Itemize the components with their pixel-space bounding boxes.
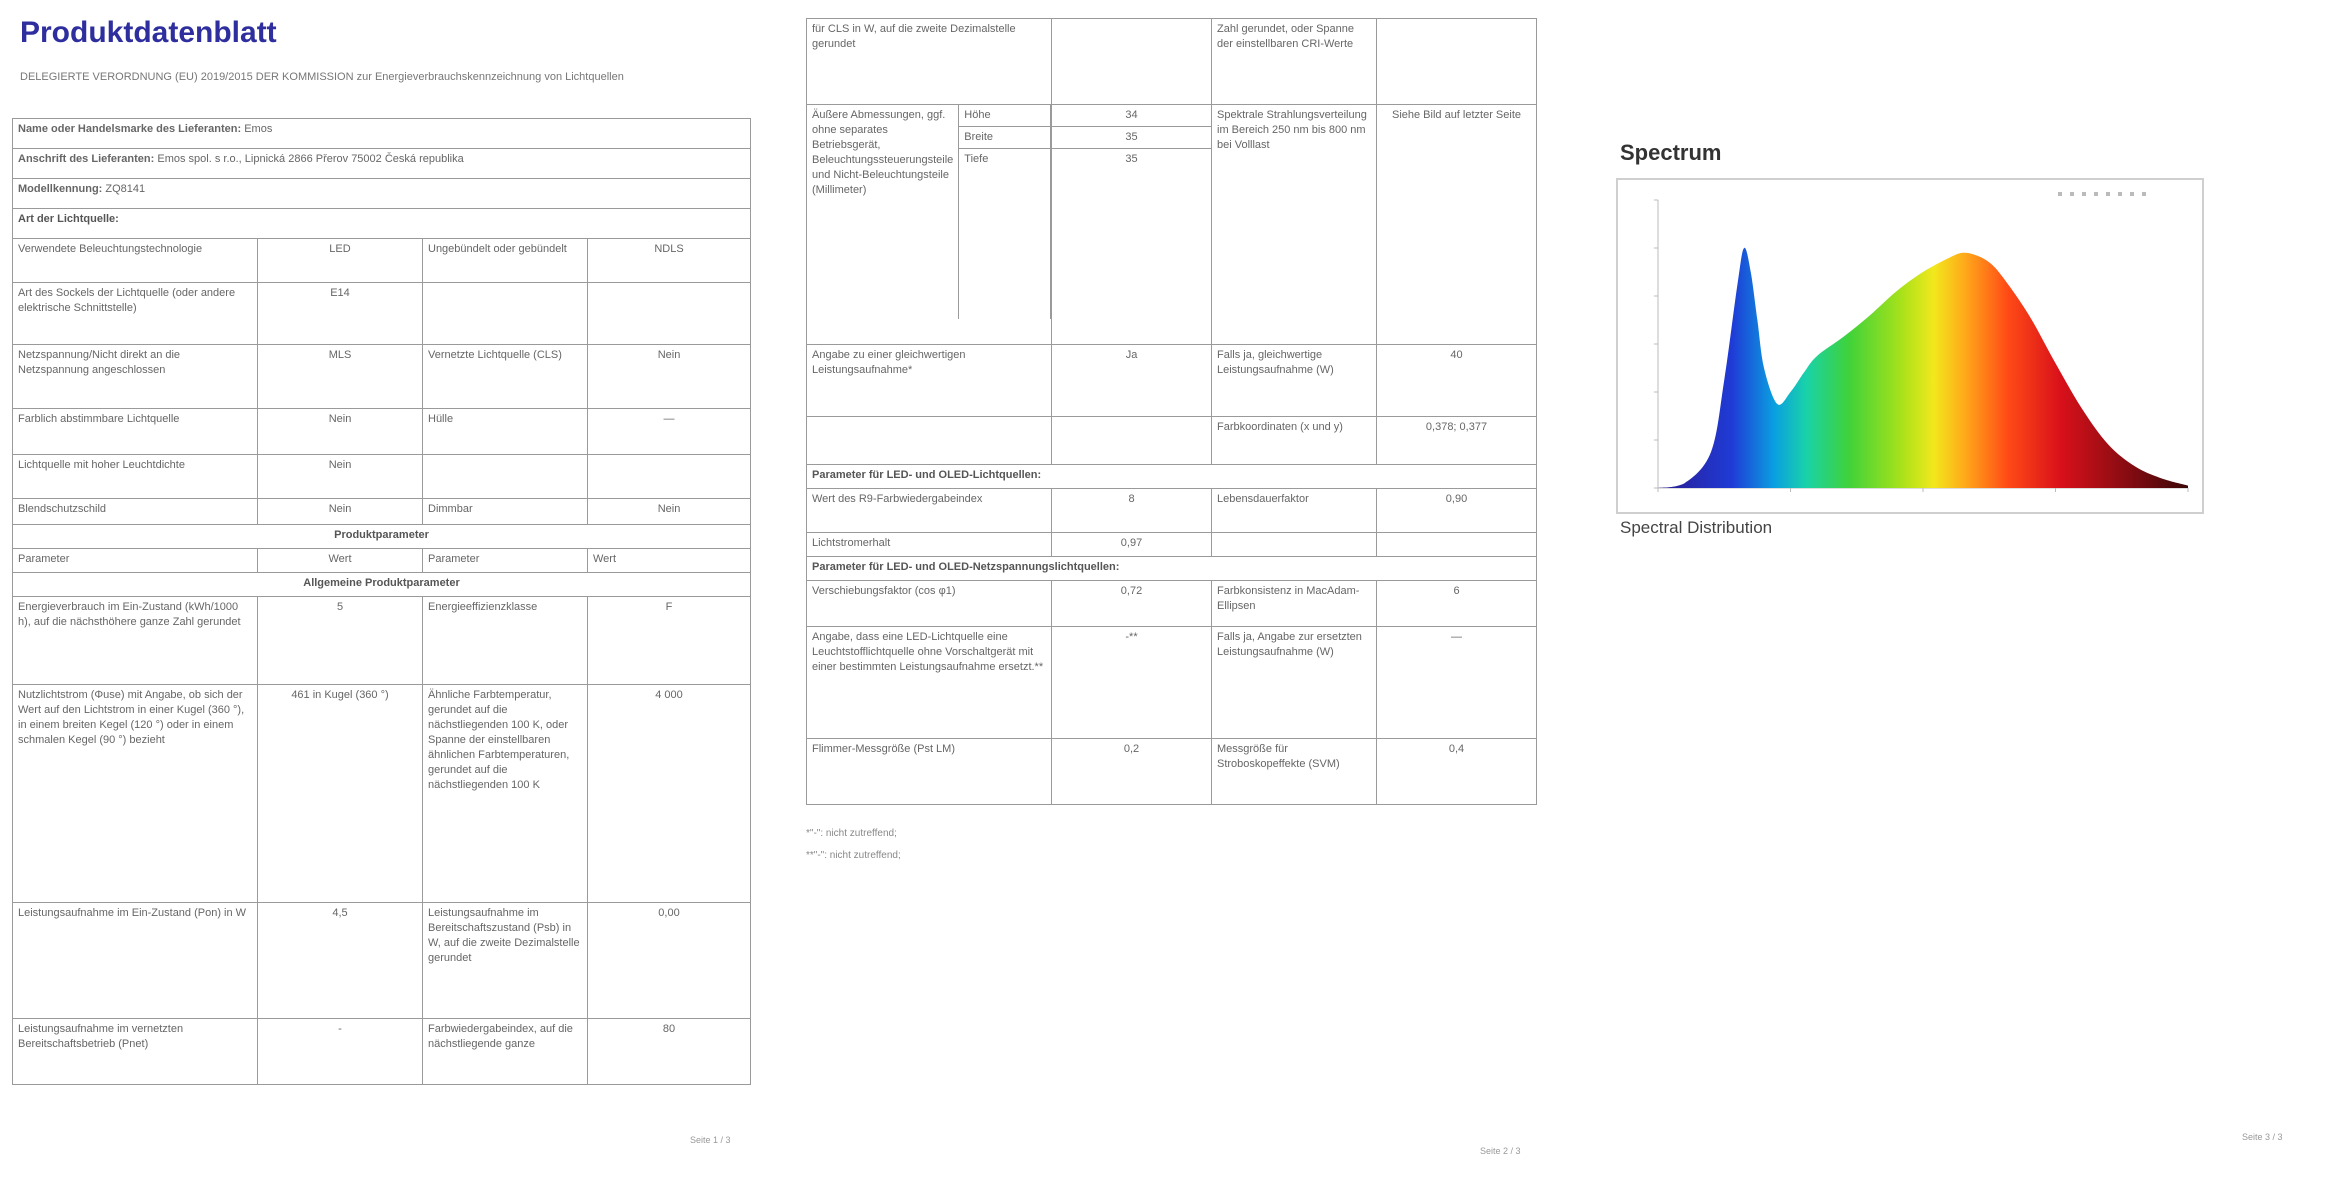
table-cell: Verschiebungsfaktor (cos φ1) — [807, 581, 1052, 627]
table-cell: Falls ja, Angabe zur ersetzten Leistungsaufnahme (W) — [1212, 627, 1377, 739]
table-cell — [1212, 533, 1377, 557]
table-cell: Blendschutzschild — [13, 499, 258, 525]
table-cell: Dimmbar — [423, 499, 588, 525]
table-cell — [807, 417, 1052, 465]
table-cell: Wert des R9-Farbwiedergabeindex — [807, 489, 1052, 533]
table-cell — [1052, 19, 1212, 105]
table-cell: 461 in Kugel (360 °) — [258, 685, 423, 903]
table-cell: — — [1377, 627, 1537, 739]
table-cell: Zahl gerundet, oder Spanne der einstellbaren CRI-Werte — [1212, 19, 1377, 105]
legend-marker — [2106, 192, 2110, 196]
dimension-value: 34 — [1052, 105, 1211, 127]
table-cell: 0,72 — [1052, 581, 1212, 627]
dimensions-label: Äußere Abmessungen, ggf. ohne separates Betriebsgerät, Beleuchtungssteuerungsteile und Nicht-Beleuchtungsteile (Millimeter) — [807, 105, 959, 319]
table-cell: Nein — [588, 499, 751, 525]
dimension-name: Höhe — [959, 105, 1051, 127]
column-header: Wert — [258, 549, 423, 573]
column-header: Wert — [588, 549, 751, 573]
table-row — [13, 685, 751, 903]
table-row — [807, 581, 1537, 627]
table-cell: Ungebündelt oder gebündelt — [423, 239, 588, 283]
table-row — [807, 19, 1537, 105]
table-row — [13, 345, 751, 409]
legend-marker — [2118, 192, 2122, 196]
legend-marker — [2058, 192, 2062, 196]
table-cell: Leistungsaufnahme im Ein-Zustand (Pon) in W — [13, 903, 258, 1019]
table-row — [13, 1019, 751, 1085]
mains-params-header: Parameter für LED- und OLED-Netzspannungslichtquellen: — [807, 557, 1537, 581]
chart-legend — [2058, 192, 2146, 196]
dimension-name: Breite — [959, 127, 1051, 149]
table-row — [807, 417, 1537, 465]
table-cell: Siehe Bild auf letzter Seite — [1377, 105, 1537, 345]
table-cell: Ähnliche Farbtemperatur, gerundet auf die nächstliegenden 100 K, oder Spanne der einstellbaren ähnlichen Farbtemperaturen, gerundet auf die nächstliegenden 100 K — [423, 685, 588, 903]
table-cell: Nein — [258, 409, 423, 455]
table-cell: Angabe, dass eine LED-Lichtquelle eine Leuchtstofflichtquelle ohne Vorschaltgerät mit einer bestimmten Leistungsaufnahme ersetzt.** — [807, 627, 1052, 739]
model-label: Modellkennung: — [18, 183, 103, 195]
supplier-name-row — [13, 119, 751, 149]
table-cell: 0,4 — [1377, 739, 1537, 805]
table-cell: MLS — [258, 345, 423, 409]
table-cell: Nein — [258, 499, 423, 525]
page-number: Seite 1 / 3 — [690, 1135, 731, 1145]
table-row — [13, 499, 751, 525]
table-cell: LED — [258, 239, 423, 283]
table-cell — [588, 283, 751, 345]
spectrum-chart-frame — [1616, 178, 2204, 514]
table-cell: Lichtquelle mit hoher Leuchtdichte — [13, 455, 258, 499]
table-row — [807, 739, 1537, 805]
supplier-name-value: Emos — [244, 123, 273, 135]
table-cell: E14 — [258, 283, 423, 345]
table-cell: Hülle — [423, 409, 588, 455]
product-params-header: Produktparameter — [13, 525, 751, 549]
dimension-value: 35 — [1052, 127, 1211, 149]
dimensions-values-cell — [1052, 105, 1212, 345]
spectrum-caption: Spectral Distribution — [1620, 518, 1773, 537]
table-cell: 0,90 — [1377, 489, 1537, 533]
table-row — [807, 533, 1537, 557]
supplier-address-value: Emos spol. s r.o., Lipnická 2866 Přerov 75002 Česká republika — [157, 153, 464, 165]
table-cell — [1377, 533, 1537, 557]
table-cell: Angabe zu einer gleichwertigen Leistungsaufnahme* — [807, 345, 1052, 417]
lamp-type-label: Art der Lichtquelle: — [13, 209, 751, 239]
table-row — [13, 409, 751, 455]
table-cell: Farblich abstimmbare Lichtquelle — [13, 409, 258, 455]
column-header: Parameter — [13, 549, 258, 573]
table-cell: Ja — [1052, 345, 1212, 417]
table-cell: für CLS in W, auf die zweite Dezimalstelle gerundet — [807, 19, 1052, 105]
page-number: Seite 2 / 3 — [1480, 1146, 1521, 1156]
table-cell: 80 — [588, 1019, 751, 1085]
table-cell — [1052, 417, 1212, 465]
model-row — [13, 179, 751, 209]
table-cell: — — [588, 409, 751, 455]
legend-marker — [2094, 192, 2098, 196]
table-cell: Farbwiedergabeindex, auf die nächstliegende ganze — [423, 1019, 588, 1085]
footnote: *"-": nicht zutreffend; — [806, 828, 897, 839]
table-cell — [1377, 19, 1537, 105]
legend-marker — [2070, 192, 2074, 196]
dimensions-table — [807, 105, 1051, 319]
supplier-address-label: Anschrift des Lieferanten: — [18, 153, 155, 165]
spectrum-chart — [1618, 180, 2202, 512]
page-number: Seite 3 / 3 — [2242, 1132, 2283, 1142]
page-title: Produktdatenblatt — [20, 16, 277, 49]
table-row — [13, 903, 751, 1019]
table-cell: 6 — [1377, 581, 1537, 627]
table-row — [807, 489, 1537, 533]
table-cell: Netzspannung/Nicht direkt an die Netzspannung angeschlossen — [13, 345, 258, 409]
led-params-header: Parameter für LED- und OLED-Lichtquellen: — [807, 465, 1537, 489]
supplier-address-row — [13, 149, 751, 179]
table-cell: 4,5 — [258, 903, 423, 1019]
table-cell: Spektrale Strahlungsverteilung im Bereich 250 nm bis 800 nm bei Volllast — [1212, 105, 1377, 345]
table-cell: Farbkoordinaten (x und y) — [1212, 417, 1377, 465]
table-cell: 0,378; 0,377 — [1377, 417, 1537, 465]
column-header: Parameter — [423, 549, 588, 573]
dimension-name: Tiefe — [959, 149, 1051, 319]
table-cell: Energieverbrauch im Ein-Zustand (kWh/1000 h), auf die nächsthöhere ganze Zahl gerundet — [13, 597, 258, 685]
legend-marker — [2082, 192, 2086, 196]
table-row — [807, 627, 1537, 739]
dimension-value: 35 — [1125, 153, 1138, 165]
table-cell: F — [588, 597, 751, 685]
table-cell: 4 000 — [588, 685, 751, 903]
supplier-name-label: Name oder Handelsmarke des Lieferanten: — [18, 123, 242, 135]
table-row — [807, 105, 1537, 345]
table-cell: Lebensdauerfaktor — [1212, 489, 1377, 533]
table-cell: 5 — [258, 597, 423, 685]
table-cell: Messgröße für Stroboskopeffekte (SVM) — [1212, 739, 1377, 805]
table-cell: 0,97 — [1052, 533, 1212, 557]
table-cell: Vernetzte Lichtquelle (CLS) — [423, 345, 588, 409]
table-row — [13, 283, 751, 345]
model-value: ZQ8141 — [105, 183, 146, 195]
table-cell: Lichtstromerhalt — [807, 533, 1052, 557]
table-row — [13, 455, 751, 499]
legend-marker — [2142, 192, 2146, 196]
table-cell: Leistungsaufnahme im vernetzten Bereitschaftsbetrieb (Pnet) — [13, 1019, 258, 1085]
table-cell: Leistungsaufnahme im Bereitschaftszustand (Psb) in W, auf die zweite Dezimalstelle gerundet — [423, 903, 588, 1019]
table-cell: 40 — [1377, 345, 1537, 417]
table-cell: Farbkonsistenz in MacAdam-Ellipsen — [1212, 581, 1377, 627]
table-cell: Falls ja, gleichwertige Leistungsaufnahme (W) — [1212, 345, 1377, 417]
product-data-table — [12, 118, 751, 1085]
spectrum-area — [1658, 248, 2188, 488]
spectrum-title: Spectrum — [1620, 140, 1722, 165]
general-params-header: Allgemeine Produktparameter — [13, 573, 751, 597]
table-cell: Nein — [588, 345, 751, 409]
dimensions-cell — [807, 105, 1052, 345]
footnote: **"-": nicht zutreffend; — [806, 850, 901, 861]
table-cell: -** — [1052, 627, 1212, 739]
table-cell — [423, 283, 588, 345]
table-cell: Flimmer-Messgröße (Pst LM) — [807, 739, 1052, 805]
table-cell: 0,2 — [1052, 739, 1212, 805]
table-row — [13, 597, 751, 685]
table-cell: Energieeffizienzklasse — [423, 597, 588, 685]
table-cell — [423, 455, 588, 499]
dimensions-values — [1052, 105, 1211, 319]
product-data-table-continued — [806, 18, 1537, 805]
table-cell: NDLS — [588, 239, 751, 283]
table-cell: 0,00 — [588, 903, 751, 1019]
table-cell — [588, 455, 751, 499]
table-row — [807, 345, 1537, 417]
table-row — [13, 239, 751, 283]
table-cell: Nutzlichtstrom (Φuse) mit Angabe, ob sich der Wert auf den Lichtstrom in einer Kugel (360 °), in einem breiten Kegel (120 °) oder in einem schmalen Kegel (90 °) bezieht — [13, 685, 258, 903]
table-cell: - — [258, 1019, 423, 1085]
table-cell: Nein — [258, 455, 423, 499]
table-cell: Art des Sockels der Lichtquelle (oder andere elektrische Schnittstelle) — [13, 283, 258, 345]
table-cell: Verwendete Beleuchtungstechnologie — [13, 239, 258, 283]
legend-marker — [2130, 192, 2134, 196]
regulation-subtitle: DELEGIERTE VERORDNUNG (EU) 2019/2015 DER KOMMISSION zur Energieverbrauchskennzeichnung von Lichtquellen — [20, 71, 624, 83]
table-cell: 8 — [1052, 489, 1212, 533]
column-header-row — [13, 549, 751, 573]
